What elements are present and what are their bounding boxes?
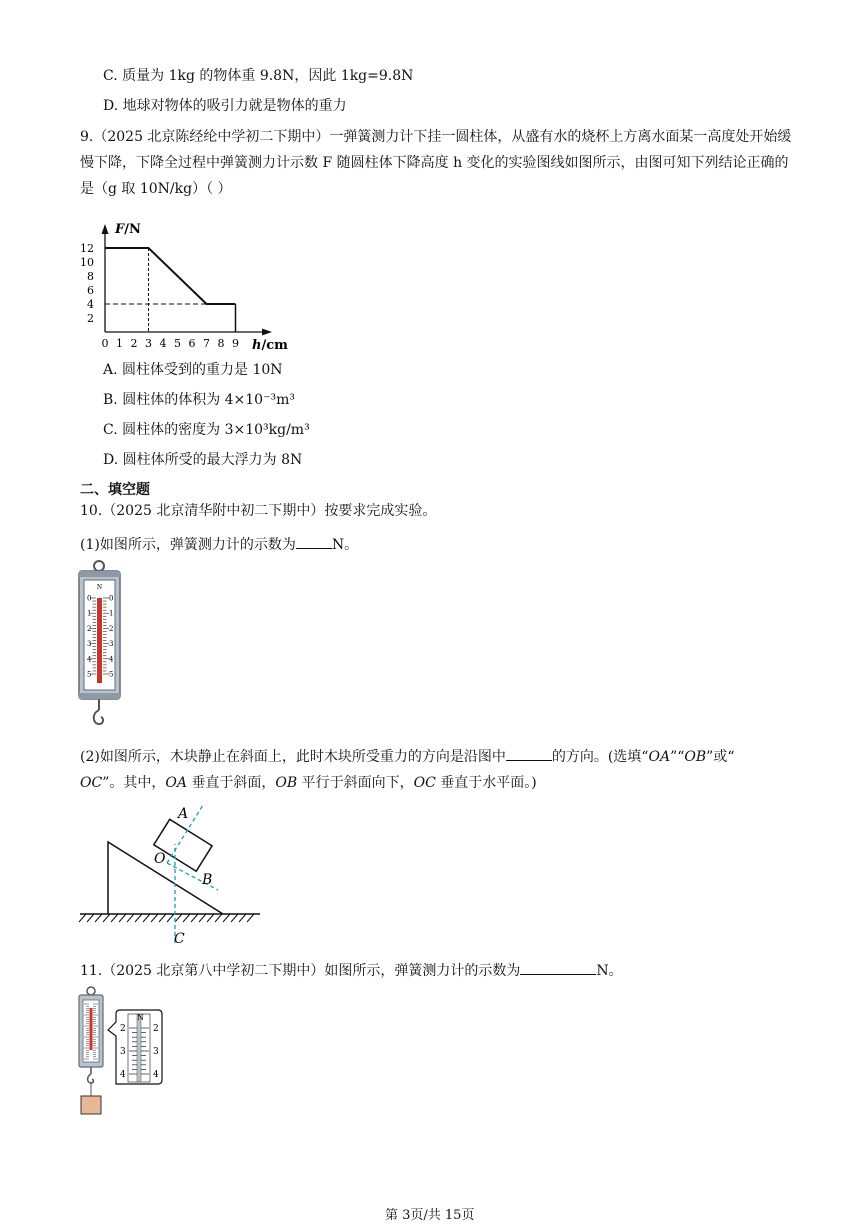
scale-number: 0 [87,594,92,603]
q10-part2-prefix: (2)如图所示，木块静止在斜面上，此时木块所受重力的方向是沿图中 [80,749,506,765]
hanging-block [81,1096,101,1114]
ob-ref: OB [275,775,298,791]
q11-prefix: 11.（2025 北京第八中学初二下期中）如图所示，弹簧测力计的示数为 [80,963,521,979]
scale-number: 2 [109,624,114,633]
scale-number: 3 [87,640,92,649]
scale-number: 2 [87,624,92,633]
q10-part1 [80,532,358,555]
x-tick-label: 6 [188,337,196,350]
choice-sep: ”“ [670,749,685,765]
scale-number: 4 [87,655,92,664]
scale-number: 4 [109,655,114,664]
x-tick-label: 2 [130,337,138,350]
y-tick-label: 12 [80,242,94,255]
label-c: C [174,931,185,947]
x-tick-label: 8 [217,337,225,350]
q11-spring-scale-figure [76,986,171,1118]
hook-icon [94,710,103,724]
scale-number: 0 [109,594,114,603]
q9-option-a: A. 圆柱体受到的重力是 10N [103,362,283,378]
q11-suffix: N。 [596,963,623,979]
zoom-number: 4 [153,1070,159,1080]
ob-desc: 平行于斜面向下， [297,775,414,791]
q11-top-ring [87,987,95,995]
q10-part1-blank[interactable] [296,532,332,549]
y-axis-arrow [102,224,109,234]
scale-number: 5 [109,670,114,679]
q10-part2-line2 [80,773,537,793]
section-title: 二、填空题 [80,482,150,498]
zoom-number: 2 [153,1024,159,1034]
zoom-number: 4 [120,1070,126,1080]
q11-line [80,958,623,981]
scale-number: 1 [109,609,114,618]
series-line [105,248,236,304]
incline-figure [78,800,268,950]
zoom-number: 3 [153,1047,159,1057]
x-tick-label: 9 [232,337,239,350]
x-axis-arrow [262,329,272,336]
q9-option-c: C. 圆柱体的密度为 3×10³kg/m³ [103,422,310,438]
q10-part2-choice-open: 的方向。(选填“ [551,749,649,765]
y-axis-label: F/N [115,222,141,237]
label-a: A [178,806,189,822]
spring-indicator [97,598,102,683]
y-tick-label: 4 [87,298,94,311]
x-tick-label: 4 [159,337,167,350]
zoom-number: 2 [120,1024,126,1034]
choice-ob: OB [684,749,707,765]
label-o: O [154,851,166,867]
top-ring [94,561,104,571]
x-axis-label: h/cm [252,338,288,353]
page-footer: 第 3页/共 15页 [385,1208,475,1223]
y-tick-label: 6 [87,284,94,297]
ground-hatching [79,914,254,922]
q10-part2-blank[interactable] [506,744,552,761]
scale-number: 3 [109,640,114,649]
q11-blank[interactable] [520,958,596,975]
label-b: B [202,872,213,888]
q10-part1-prefix: (1)如图所示，弹簧测力计的示数为 [80,537,296,553]
choice-oc: OC [80,775,103,791]
x-tick-label: 5 [174,337,181,350]
oc-ref: OC [413,775,436,791]
zoom-number: 3 [120,1047,126,1057]
x-tick-label: 1 [116,337,123,350]
oa-desc: 垂直于斜面， [186,775,276,791]
x-tick-label: 3 [145,337,152,350]
scale-number: 5 [87,670,92,679]
q10-part1-suffix: N。 [331,537,359,553]
q9-option-b: B. 圆柱体的体积为 4×10⁻³m³ [103,392,295,408]
oc-desc: 垂直于水平面。) [435,775,537,791]
zoom-indicator [137,1014,141,1082]
zoom-unit-label: N [137,1013,144,1022]
q9-option-d: D. 圆柱体所受的最大浮力为 8N [103,452,303,468]
y-tick-label: 10 [80,256,94,269]
q8-option-d: D. 地球对物体的吸引力就是物体的重力 [103,98,347,114]
q9-force-height-chart [75,212,335,357]
x-tick-label: 7 [203,337,210,350]
spring-scale-figure [75,558,130,738]
x-tick-label: 0 [101,337,109,350]
q9-stem: 9.（2025 北京陈经纶中学初二下期中）一弹簧测力计下挂一圆柱体，从盛有水的烧杯上方离水面某一高度处开始缓慢下降，下降全过程中弹簧测力计示数 F 随圆柱体下降高度 h 变化的实验图线如图所示，由图可知下列结论正确的是（g 取 10N/kg）（ ） [80,129,792,197]
scale-number: 1 [87,609,92,618]
q10-part2-intro: ”。其中， [102,775,166,791]
scale-unit-label: N [96,584,103,591]
y-tick-label: 2 [87,312,94,325]
y-tick-label: 8 [87,270,94,283]
oa-ref: OA [165,775,187,791]
choice-or: ”或“ [706,749,735,765]
q11-hook-icon [88,1074,94,1083]
q10-stem: 10.（2025 北京清华附中初二下期中）按要求完成实验。 [80,503,437,519]
q8-option-c: C. 质量为 1kg 的物体重 9.8N，因此 1kg=9.8N [103,68,414,84]
choice-oa: OA [648,749,671,765]
q10-part2-line1 [80,744,734,767]
